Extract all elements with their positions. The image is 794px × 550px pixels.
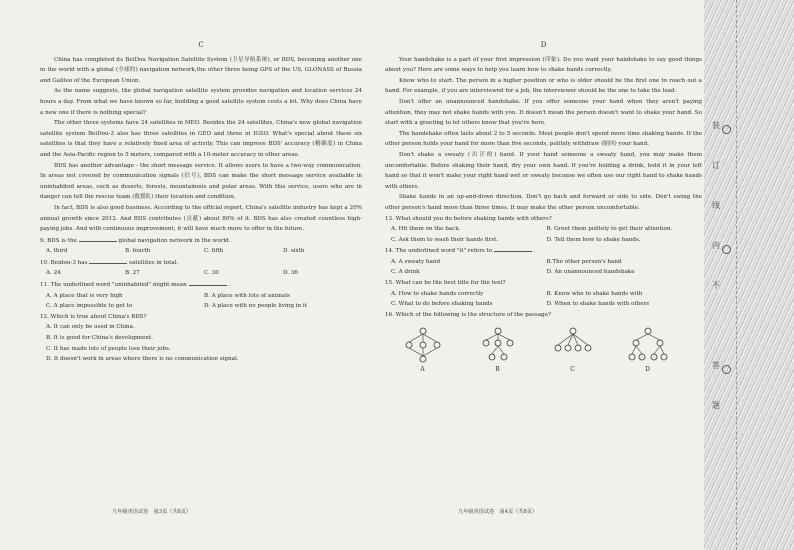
paragraph: China has completed its BeiDou Navigation Satellite System (卫星导航系统), or BDS, becoming another one in the world with a global (全球的) navigation network,the other three being GPS of the US, GLONASS of Russia and Galileo of the European Union. <box>40 56 362 84</box>
binding-hole-3 <box>722 365 731 374</box>
answer-option: B. Greet them politely to get their attention. <box>546 226 673 233</box>
section-label-c: C <box>198 41 204 49</box>
question-text: 10. Beidou-3 has <box>40 259 88 266</box>
question-text: 11. The underlined word "uninhabited" might mean <box>40 282 187 289</box>
answer-option: C. A drink <box>391 269 420 276</box>
answer-options <box>40 246 362 257</box>
answer-option: A. It can only be used in China. <box>46 324 135 331</box>
answer-option: D. It doesn't work in areas where there is no communication signal. <box>46 356 239 363</box>
answer-option: C. 30 <box>204 270 219 277</box>
paragraph: Know who to start. The person in a higher position or who is older should be the first one to reach out a hand. For example, if you are interviewed for a job, the interviewer should be the one to take the lead. <box>385 77 702 95</box>
binding-char-2: 订 <box>712 161 720 170</box>
answer-option: D. 36 <box>283 270 298 277</box>
binding-char-5: 不 <box>712 281 720 290</box>
diagram-option-b <box>478 326 518 376</box>
answer-blank <box>189 279 227 286</box>
answer-options <box>40 291 362 312</box>
passage-c-body <box>40 55 362 235</box>
answer-option: B. fourth <box>125 248 151 255</box>
paragraph: In fact, BDS is also good business. According to the official report, China's satellite industry has kept a 20% annual growth since 2012. And BDS contributes (贡献) about 80% of it. BDS has also created countless high-paying jobs. And with continuous improvement, it will have much more to offer in the future. <box>40 204 362 233</box>
binding-char-7: 题 <box>712 401 720 410</box>
question-stem <box>385 245 702 257</box>
questions-9-12 <box>40 235 362 365</box>
answer-option: A. A place that is very high <box>46 292 123 299</box>
answer-option: A. A sweaty hand <box>391 258 441 265</box>
answer-option: D. sixth <box>283 248 305 255</box>
answer-option: A. How to shake hands correctly <box>391 290 484 297</box>
question-text-end: satellites in total. <box>129 259 179 266</box>
diagram-c-label: C <box>570 366 575 374</box>
structure-diagrams <box>385 326 685 376</box>
answer-option: D. Tell them how to shake hands. <box>546 236 641 243</box>
paragraph: BDS has another advantage - the short message service. It allows users to have a two-way communication. In areas not covered by communication signals (信号), BDS can make the short message service available in uninhabited areas, such as deserts, forests, mountainous and polar areas. With this service, users who are in danger can tell the rescue team (救援队) their location and condition. <box>40 162 362 201</box>
question-text-end: . <box>533 248 536 255</box>
binding-margin <box>704 0 794 550</box>
question-text: 14. The underlined word "it" refers to <box>385 248 493 255</box>
question-stem <box>40 257 362 269</box>
answer-option: D. An unannounced handshake <box>546 269 635 276</box>
answer-option: C. fifth <box>204 248 224 255</box>
questions-13-16 <box>385 214 702 321</box>
binding-char-6: 答 <box>712 361 720 370</box>
answer-option: B. 27 <box>125 270 140 277</box>
question-stem <box>40 235 362 247</box>
question-text-end: global navigation network in the world. <box>118 237 231 244</box>
diagram-d-label: D <box>645 366 650 374</box>
answer-option: D. A place with no people living in it <box>204 303 307 310</box>
page-footer-left: 九年级英语试卷 第3页（共8页） <box>112 509 192 515</box>
binding-char-3: 线 <box>712 201 720 210</box>
answer-option: B. A place with lots of animals <box>204 292 290 299</box>
answer-option: B.The other person's hand <box>546 258 622 265</box>
diagram-c-graphic <box>553 326 593 364</box>
answer-option: A. Hit them on the back. <box>391 226 461 233</box>
paragraph: The other three systems have 24 satellites in MEO. Besides the 24 satellites, China's new global navigation satellite system BeiDou-3 also has three satellites in GEO and three in IGSO. What's special about these six satellites is that they have a relatively fixed area of activity. This can improve BDS' accuracy (精确度) in China and the Asia-Pacific region to 5 meters, compared with a 10-meter accuracy in other areas. <box>40 120 362 158</box>
question-text: 13. What should you do before shaking hands with others? <box>385 215 552 222</box>
paragraph: Shake hands in an up-and-down direction. Don't go back and forward or side to side. Don't swing the other person's hand more than three times. It may make the other person uncomfortable. <box>385 194 702 211</box>
paragraph: Your handshake is a part of your first impression (印象). Do you want your handshake to say good things about you? Here are some ways to help you learn how to shake hands correctly. <box>385 56 702 74</box>
diagram-option-c <box>553 326 593 376</box>
question-text-end: . <box>228 282 231 289</box>
diagram-d-graphic <box>628 326 668 364</box>
section-label-d: D <box>540 41 547 49</box>
answer-option: A. third <box>46 248 68 255</box>
question-text: 15. What can be the best title for the text? <box>385 280 506 287</box>
question-text: 12. Which is true about China's BDS? <box>40 313 147 320</box>
answer-option: A. 24 <box>46 270 61 277</box>
answer-option: B. Know who to shake hands with <box>546 290 643 297</box>
diagram-option-d <box>628 326 668 376</box>
question-stem <box>385 278 702 289</box>
answer-option: B. It is good for China's development. <box>46 335 154 342</box>
paragraph: Don't shake a sweaty (出汗的) hand. If your hand someone a sweaty hand, you may make them uncomfortable. Before shaking their hand, dry your own hand. If you're holding a drink, hold it in your left hand so that it won't make your right hand wet or sweaty because we often use our right hand to shake hands with others. <box>385 151 702 190</box>
question-stem <box>385 214 702 225</box>
answer-options <box>385 289 702 310</box>
diagram-b-graphic <box>478 326 518 364</box>
answer-option: C. What to do before shaking hands <box>391 301 493 308</box>
answer-option: C. It has made lots of people lose their jobs. <box>46 345 171 352</box>
question-stem <box>385 310 702 321</box>
answer-option: C. Ask them to wash their hands first. <box>391 236 499 243</box>
reading-passage-d <box>385 40 702 376</box>
paragraph: Don't offer an unannounced handshake. If you offer someone your hand when they aren't paying attention, they may not shake hands with you. It doesn't mean the person doesn't want to shake your hand. So start with a greeting to let others know that you're here. <box>385 98 702 127</box>
binding-hole-2 <box>722 245 731 254</box>
binding-cut-line <box>736 0 737 550</box>
page-footer-right: 九年级英语试卷 第4页（共8页） <box>458 509 538 515</box>
question-stem <box>40 279 362 291</box>
answer-options <box>40 268 362 279</box>
question-text: 16. Which of the following is the structure of the passage? <box>385 311 551 318</box>
answer-option: D. When to shake hands with others <box>546 301 650 308</box>
reading-passage-c <box>40 40 362 365</box>
diagram-b-label: B <box>495 366 500 374</box>
diagram-a-graphic <box>403 326 443 364</box>
answer-option: C. A place impossible to get to <box>46 303 133 310</box>
diagram-option-a <box>403 326 443 376</box>
paragraph: The handshake often lasts about 2 to 5 seconds. Most people don't spend more time shaking hands. If the other person holds your hand for more than five seconds, politely withdraw (缩回) your hand. <box>385 130 702 148</box>
answer-options <box>385 224 702 245</box>
binding-hole-1 <box>722 125 731 134</box>
answer-options <box>385 257 702 278</box>
passage-d-body <box>385 55 702 214</box>
binding-char-4: 内 <box>712 241 720 250</box>
question-text: 9. BDS is the <box>40 237 77 244</box>
answer-options <box>40 322 362 364</box>
paragraph: As the name suggests, the global navigation satellite system provides navigation and location services 24 hours a day. From what we have known so far, building a good satellite system costs a lot. Why does China have a new one if there is nothing special? <box>40 88 362 116</box>
answer-blank <box>79 235 117 242</box>
diagram-a-label: A <box>420 366 425 374</box>
answer-blank <box>89 257 127 264</box>
question-stem <box>40 312 362 323</box>
answer-blank <box>494 245 532 252</box>
binding-char-1: 装 <box>712 121 720 130</box>
